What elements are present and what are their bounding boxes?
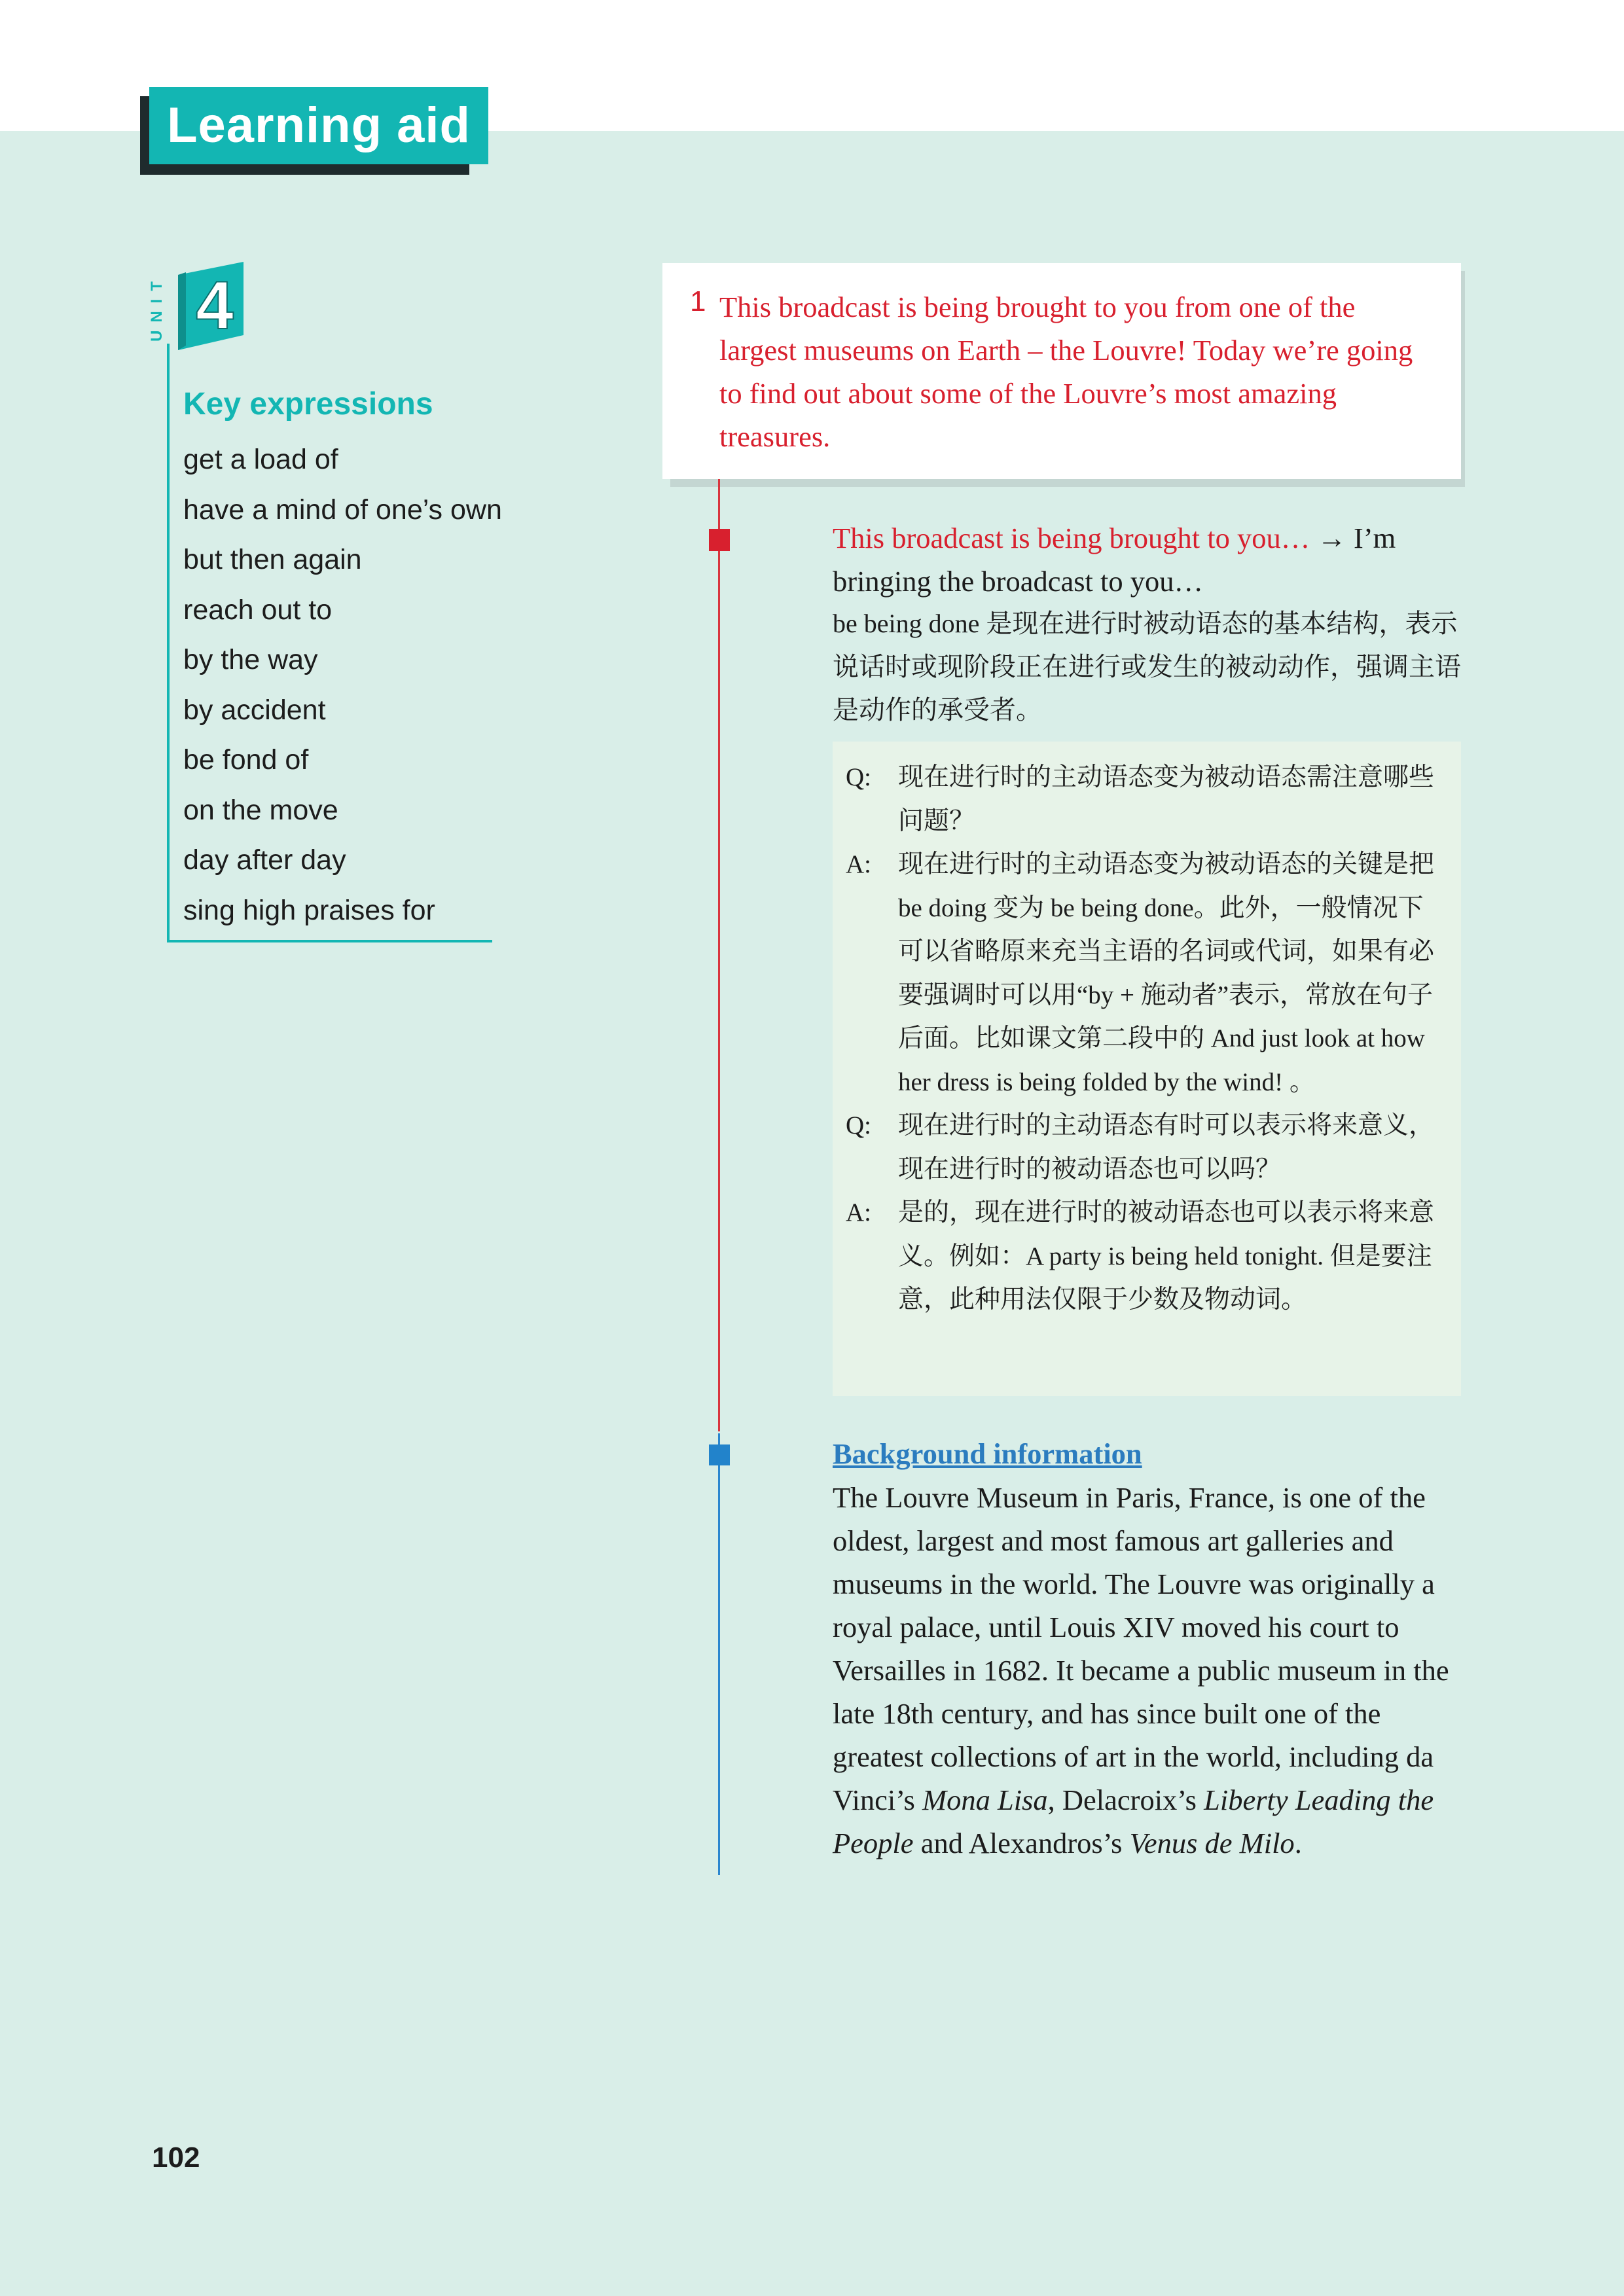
background-text [833, 1476, 1461, 1865]
qa-item [846, 756, 1448, 843]
arrow-icon: → [1317, 522, 1346, 554]
sentence-number: 1 [690, 285, 706, 317]
unit-number: 4 [196, 268, 234, 344]
background-text-part: and Alexandros’s [913, 1827, 1130, 1859]
key-expressions-list [183, 435, 502, 935]
list-item: reach out to [183, 594, 333, 626]
qa-tag: Q: [846, 1111, 871, 1139]
key-expressions-rule [167, 344, 170, 942]
sentence-text: This broadcast is being brought to you from one of the largest museums on Earth – the Louvre! Today we’re going to find out about some of the Louvre’s most amazing treasures. [719, 291, 1413, 453]
qa-item [846, 843, 1448, 1104]
list-item: have a mind of one’s own [183, 493, 502, 526]
example-phrase-red: This broadcast is being brought to you… [833, 522, 1310, 554]
background-text-part: , Delacroix’s [1047, 1784, 1204, 1816]
list-item: sing high praises for [183, 894, 435, 926]
list-item: on the move [183, 794, 338, 826]
grammar-example [833, 516, 1461, 603]
qa-tag: A: [846, 1198, 871, 1227]
qa-text: 现在进行时的主动语态变为被动语态的关键是把 be doing 变为 be being done。此外，一般情况下可以省略原来充当主语的名词或代词，如果有必要强调时可以用“by + 施动者”表示，常放在句子后面。比如课文第二段中的 And just look at how her dress is being folded by the wind! 。 [898, 850, 1435, 1096]
qa-text: 现在进行时的主动语态有时可以表示将来意义，现在进行时的被动语态也可以吗？ [898, 1111, 1435, 1183]
list-item: but then again [183, 544, 362, 575]
grammar-explanation: be being done 是现在进行时被动语态的基本结构，表示说话时或现阶段正在进行或发生的被动动作，强调主语是动作的承受者。 [833, 609, 1461, 725]
artwork-title: Mona Lisa [922, 1784, 1048, 1816]
list-item: by the way [183, 644, 318, 675]
list-item: get a load of [183, 444, 338, 475]
qa-text: 是的，现在进行时的被动语态也可以表示将来意义。例如：A party is being held tonight. 但是要注意，此种用法仅限于少数及物动词。 [898, 1198, 1435, 1314]
background-text-part: . [1294, 1827, 1302, 1859]
background-text-part: The Louvre Museum in Paris, France, is one of the oldest, largest and most famous art galleries and museums in the world. The Louvre was originally a royal palace, until Louis XIV moved his court to Versailles in 1682. It became a public museum in the late 18th century, and has since built one of the greatest collections of art in the world, including da Vinci’s [833, 1481, 1449, 1816]
qa-item [846, 1104, 1448, 1191]
grammar-timeline [718, 479, 720, 1431]
qa-item [846, 1191, 1448, 1322]
list-item: by accident [183, 694, 326, 726]
qa-tag: A: [846, 850, 871, 878]
page-title: Learning aid [149, 87, 488, 164]
grammar-marker [709, 529, 730, 551]
page-number: 102 [152, 2142, 200, 2174]
qa-list [846, 756, 1448, 1322]
background-timeline [718, 1433, 720, 1875]
list-item: day after day [183, 844, 346, 876]
example-phrase-rewrite: I’m bringing the broadcast to you… [833, 522, 1396, 598]
list-item: be fond of [183, 744, 309, 776]
key-expressions-bottom-rule [167, 940, 492, 942]
artwork-title: Liberty Leading the People [833, 1784, 1434, 1859]
qa-tag: Q: [846, 763, 871, 791]
qa-text: 现在进行时的主动语态变为被动语态需注意哪些问题？ [898, 763, 1435, 835]
background-title: Background information [833, 1437, 1142, 1470]
artwork-title: Venus de Milo [1129, 1827, 1295, 1859]
unit-badge [171, 262, 250, 350]
unit-label: UNIT [148, 274, 166, 342]
key-expressions-title: Key expressions [183, 387, 433, 422]
background-marker [709, 1444, 730, 1465]
